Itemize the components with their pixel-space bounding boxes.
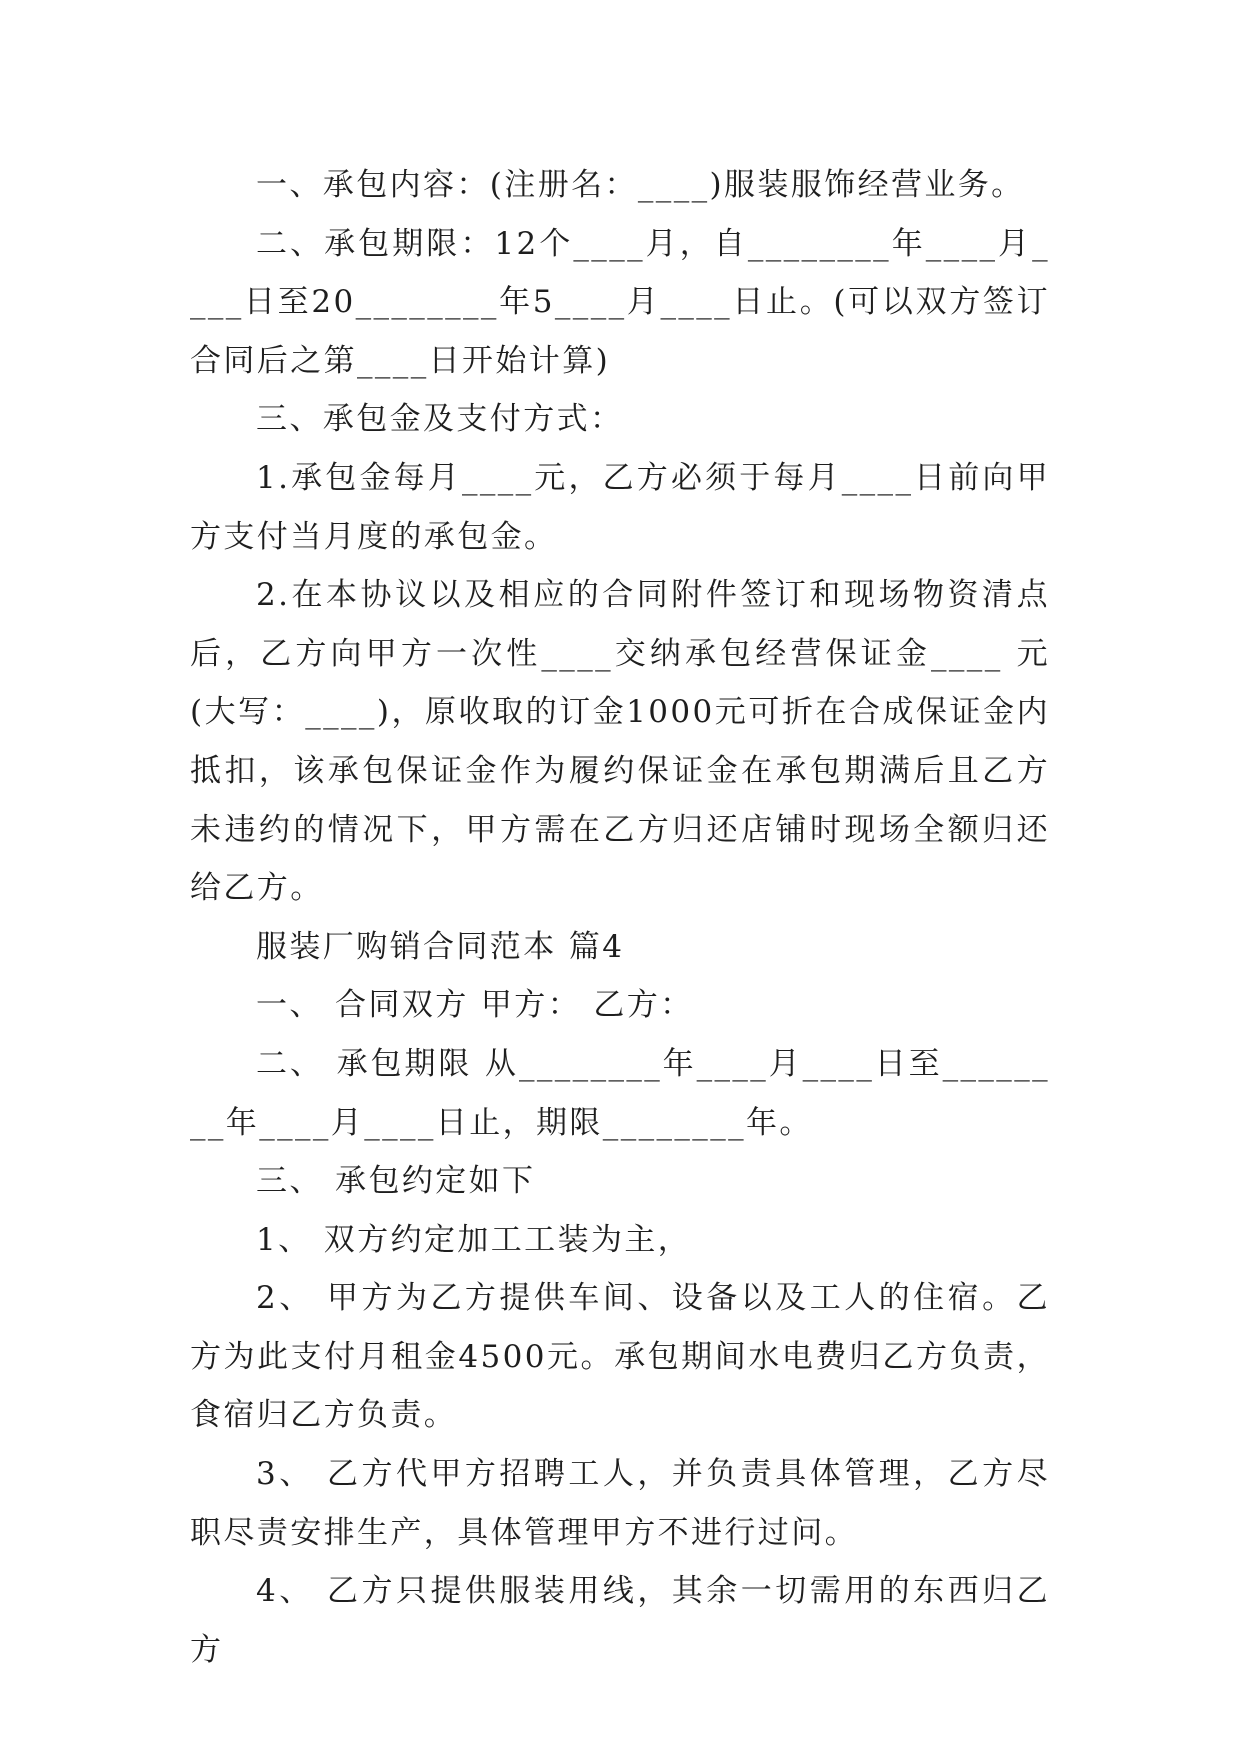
paragraph-deposit: 2.在本协议以及相应的合同附件签订和现场物资清点后，乙方向甲方一次性____交纳承包经营保证金____ 元(大写：____)，原收取的订金1000元可折在合成保证金内抵扣，该承包保证金作为履约保证金在承包期满后且乙方未违约的情况下，甲方需在乙方归还店铺时现场全额归还给乙方。	[190, 577, 1050, 907]
paragraph-clause-3: 3、 乙方代甲方招聘工人，并负责具体管理，乙方尽职尽责安排生产，具体管理甲方不进行过问。	[190, 1456, 1050, 1551]
paragraph-agreement-heading: 三、 承包约定如下	[256, 1163, 536, 1200]
paragraph-clause-4: 4、 乙方只提供服装用线，其余一切需用的东西归乙方	[190, 1573, 1050, 1668]
paragraph-payment-heading: 三、承包金及支付方式：	[256, 401, 624, 438]
paragraph-monthly-fee: 1.承包金每月____元，乙方必须于每月____日前向甲方支付当月度的承包金。	[190, 459, 1050, 555]
paragraph-clause-1: 1、 双方约定加工工装为主，	[256, 1221, 692, 1258]
section-heading: 服装厂购销合同范本 篇4	[256, 928, 625, 965]
paragraph-parties: 一、 合同双方 甲方： 乙方：	[256, 987, 694, 1024]
document-body	[190, 156, 1050, 1679]
paragraph-contract-period: 二、承包期限：12个____月，自________年____月____日至20________年5____月____日止。(可以双方签订合同后之第____日开始计算)	[190, 225, 1050, 379]
paragraph-term: 二、 承包期限 从________年____月____日至________年____月____日止，期限________年。	[190, 1045, 1050, 1141]
paragraph-clause-2: 2、 甲方为乙方提供车间、设备以及工人的住宿。乙方为此支付月租金4500元。承包期间水电费归乙方负责，食宿归乙方负责。	[190, 1280, 1050, 1434]
paragraph-contract-content: 一、承包内容：(注册名：____)服装服饰经营业务。	[256, 167, 1025, 203]
